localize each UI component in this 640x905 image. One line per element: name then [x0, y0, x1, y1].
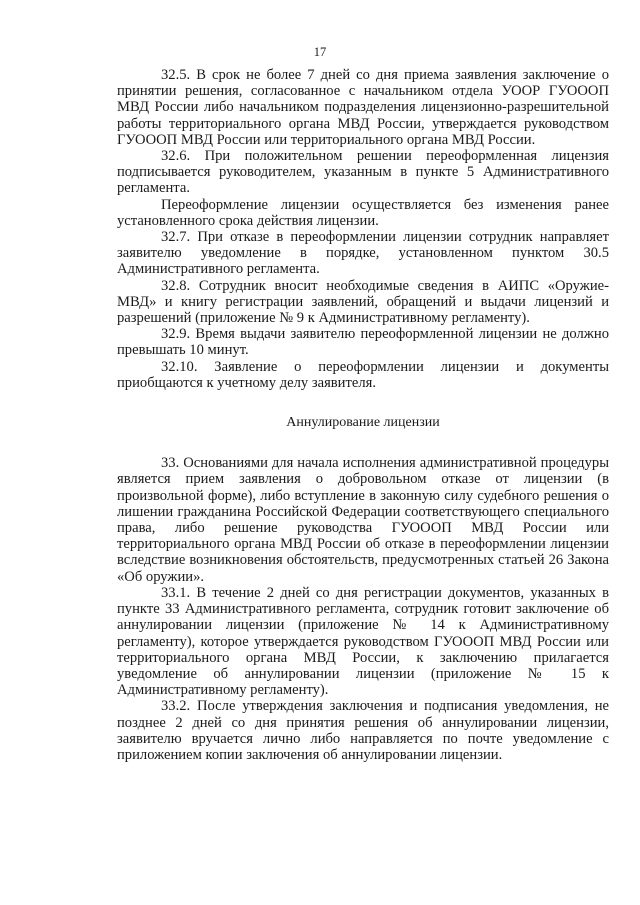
- paragraph-32-9: 32.9. Время выдачи заявителю переоформленной лицензии не должно превышать 10 минут.: [117, 326, 609, 359]
- page-number: 17: [313, 45, 327, 59]
- document-body: [117, 67, 609, 763]
- paragraph-33-1: 33.1. В течение 2 дней со дня регистрации документов, указанных в пункте 33 Административного регламента, сотрудник готовит заключение об аннулировании лицензии (приложение № 14 к Административному регламенту), которое утверждается руководством ГУОООП МВД России или территориального органа МВД России, к заключению прилагается уведомление об аннулировании лицензии (приложение № 15 к Административному регламенту).: [117, 584, 609, 699]
- paragraph-33-2: 33.2. После утверждения заключения и подписания уведомления, не позднее 2 дней со дня принятия решения об аннулировании лицензии, заявителю вручается лично либо направляется по почте уведомление с приложением копии заключения об аннулировании лицензии.: [117, 698, 609, 763]
- paragraph-32-10: 32.10. Заявление о переоформлении лицензии и документы приобщаются к учетному делу заявителя.: [117, 358, 609, 391]
- paragraph-32-6: 32.6. При положительном решении переоформленная лицензия подписывается руководителем, указанным в пункте 5 Административного регламента.: [117, 148, 609, 197]
- paragraph-33: 33. Основаниями для начала исполнения административной процедуры является прием заявления о добровольном отказе от лицензии (в произвольной форме), либо вступление в законную силу судебного решения о лишении гражданина Российской Федерации соответствующего специального права, либо решение руководства ГУОООП МВД России или территориального органа МВД России об отказе в переоформлении лицензии вследствие возникновения обстоятельств, предусмотренных статьей 26 Закона «Об оружии».: [117, 455, 609, 585]
- paragraph-32-5: 32.5. В срок не более 7 дней со дня приема заявления заключение о принятии решения, согласованное с начальником отдела УООР ГУОООП МВД России либо начальником подразделения лицензионно-разрешительной работы территориального органа МВД России, утверждается руководством ГУОООП МВД России или территориального органа МВД России.: [117, 67, 609, 148]
- paragraph-32-7: 32.7. При отказе в переоформлении лицензии сотрудник направляет заявителю уведомление в порядке, установленном пунктом 30.5 Административного регламента.: [117, 229, 609, 278]
- paragraph-32-8: 32.8. Сотрудник вносит необходимые сведения в АИПС «Оружие-МВД» и книгу регистрации заявлений, обращений и выдачи лицензий и разрешений (приложение № 9 к Административному регламенту).: [117, 277, 609, 327]
- section-heading: Аннулирование лицензии: [286, 415, 440, 431]
- paragraph-license-term: Переоформление лицензии осуществляется без изменения ранее установленного срока действия лицензии.: [117, 196, 609, 229]
